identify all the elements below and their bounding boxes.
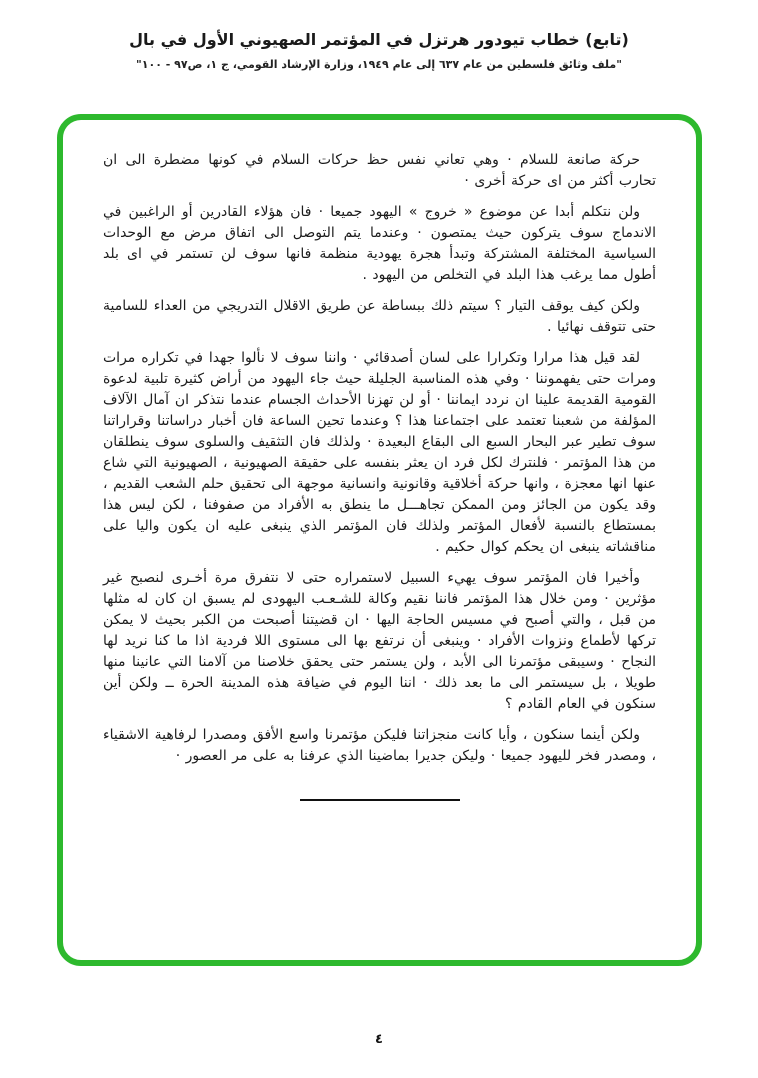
document-header (0, 30, 758, 71)
end-divider (300, 799, 460, 801)
page-title: (تابع) خطاب تيودور هرتزل في المؤتمر الصهيوني الأول في بال (129, 30, 629, 49)
paragraph: ولن نتكلم أبدا عن موضوع « خروج » اليهود جميعا · فان هؤلاء القادرين أو الراغبين في الاندماج سوف يتركون حيث يمتصون · وعندما يتم التوصل الى اتفاق مرض مع الوحدات السياسية المختلفة المشتركة وتبدأ هجرة يهودية منظمة فانها سوف لن تستمر في اى بلد أطول مما يرغب هذا البلد في التخلص من اليهود . (103, 204, 656, 283)
page-number: ٤ (375, 1032, 383, 1047)
green-border-box (57, 114, 702, 966)
paragraph: لقد قيل هذا مرارا وتكرارا على لسان أصدقائي · واننا سوف لا نألوا جهدا في تكراره مرات ومرات حتى يفهموننا · وفي هذه المناسبة الجليلة حيث جاء اليهود من أراض كثيرة تلبية لدعوة القومية القديمة علينا ان نردد ايماننا · أو لن تهزنا الأحداث الجسام عندما نتذكر ان آمال الآلاف المؤلفة من شعبنا تعتمد على اجتماعنا هذا ؟ وعندما تحين الساعة فان أخبار دراساتنا وقراراتنا سوف تطير عبر البحار السبع الى البقاع البعيدة · ولذلك فان التثقيف والسلوى سوف ينطلقان من هذا المؤتمر · فلنترك لكل فرد ان يعثر بنفسه على حقيقة الصهيونية ، الصهيونية التي شاع عنها انها معجزة ، وانها حركة أخلاقية وقانونية وانسانية موجهة الى تحقيق حلم الشعب القديم ، وقد يكون من الجائز ومن الممكن تجاهـــل ما ينطق به الأفراد من صفوفنا ، لكن ليس هذا بمستطاع بالنسبة لأفعال المؤتمر ولذلك فان المؤتمر الذي ينبغى عليه ان يكون واليا على مناقشاته ينبغى ان يحكم كوال حكيم . (103, 350, 656, 555)
body-text (63, 120, 696, 767)
paragraph: حركة صانعة للسلام · وهي تعاني نفس حظ حركات السلام في كونها مضطرة الى ان تحارب أكثر من اى حركة أخرى · (103, 152, 656, 189)
page-subtitle: "ملف وثائق فلسطين من عام ٦٣٧ إلى عام ١٩٤٩، وزارة الإرشاد القومي، ج ١، ص٩٧ - ١٠٠" (136, 58, 622, 71)
paragraph: ولكن أينما سنكون ، وأيا كانت منجزاتنا فليكن مؤتمرنا واسع الأفق ومصدرا لرفاهية الاشقياء ، ومصدر فخر لليهود جميعا · وليكن جديرا بماضينا الذي عرفنا به على مر العصور · (103, 727, 656, 764)
paragraph: ولكن كيف يوقف التيار ؟ سيتم ذلك ببساطة عن طريق الاقلال التدريجي من العداء للسامية حتى تتوقف نهائيا . (103, 298, 656, 335)
paragraph: وأخيرا فان المؤتمر سوف يهيء السبيل لاستمراره حتى لا نتفرق مرة أخـرى لنصبح غير مؤثرين · ومن خلال هذا المؤتمر فاننا نقيم وكالة للشـعـب اليهودى لم يسبق ان كان له مثلها من قبل ، والتي أصبح في مسيس الحاجة اليها · ان قضيتنا أصبحت من الكبر بحيث لا يمكن تركها لأطماع ونزوات الأفراد · وينبغى أن نرتفع بها الى مستوى اللا فردية اذا ما كنا نريد لها النجاح · وسيبقى مؤتمرنا الى الأبد ، ولن يستمر حتى يحقق خلاصنا من آلامنا التي عانينا منها طويلا ، بل سيستمر الى ما بعد ذلك · اننا اليوم في ضيافة هذه المدينة الحرة ــ ولكن أين سنكون في العام القادم ؟ (103, 570, 656, 712)
